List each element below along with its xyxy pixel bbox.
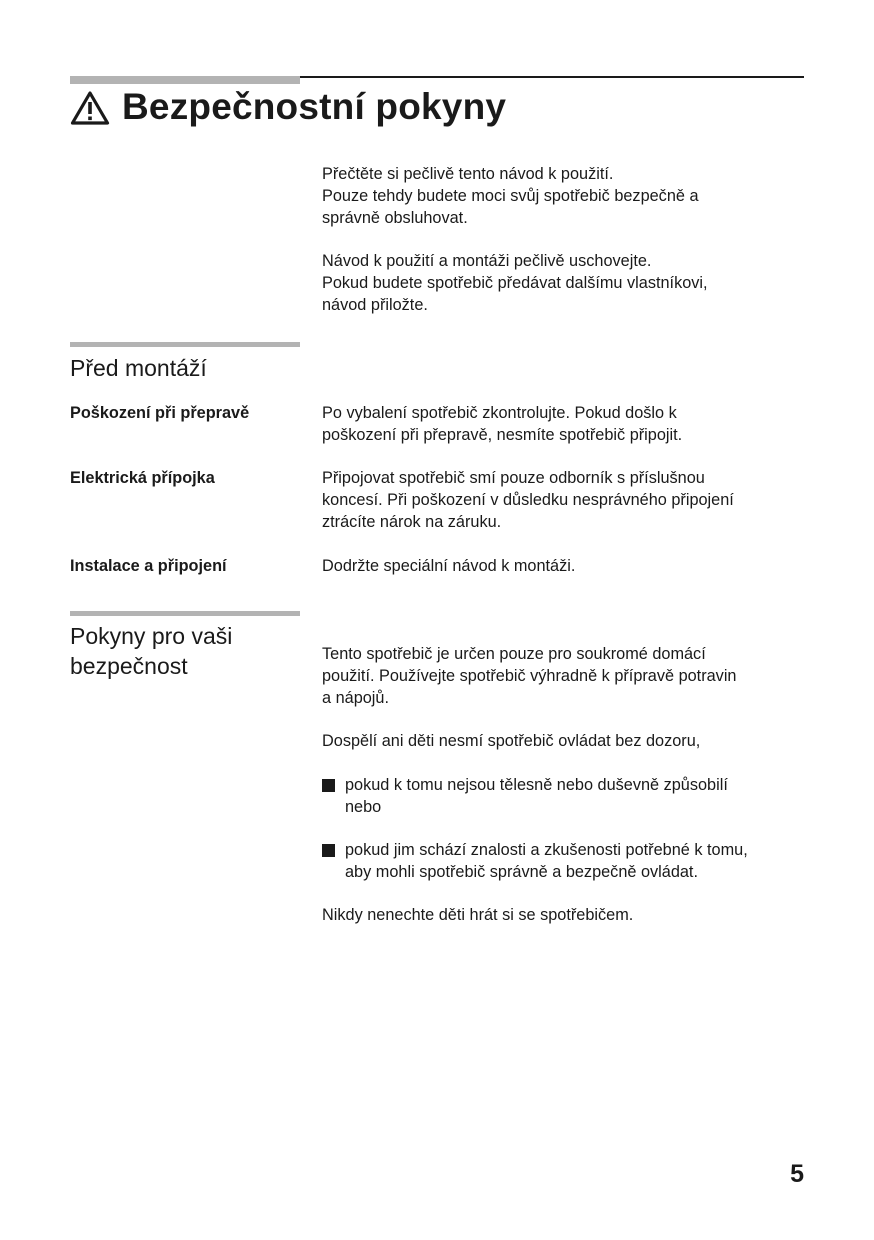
safety-paragraph-2: Dospělí ani děti nesmí spotřebič ovládat bez dozoru,	[322, 732, 701, 750]
header-rule-accent	[70, 76, 300, 84]
list-item-text: pokud k tomu nejsou tělesně nebo duševně způsobilí nebo	[345, 776, 728, 816]
item-label-installation: Instalace a připojení	[70, 557, 227, 575]
page-title	[70, 86, 506, 128]
bullet-square-icon	[322, 779, 335, 792]
intro-paragraph-2: Návod k použití a montáži pečlivě uschovejte. Pokud budete spotřebič předávat dalšímu vlastníkovi, návod přiložte.	[322, 252, 708, 314]
intro-paragraph-1: Přečtěte si pečlivě tento návod k použití. Pouze tehdy budete moci svůj spotřebič bezpečně a správně obsluhovat.	[322, 165, 699, 227]
item-label-transport-damage: Poškození při přepravě	[70, 404, 250, 422]
list-item-text: pokud jim schází znalosti a zkušenosti potřebné k tomu, aby mohli spotřebič správně a bezpečně ovládat.	[345, 841, 748, 881]
item-text-installation: Dodržte speciální návod k montáži.	[322, 557, 576, 575]
item-text-electrical: Připojovat spotřebič smí pouze odborník s příslušnou koncesí. Při poškození v důsledku nesprávného připojení ztrácíte nárok na záruku.	[322, 469, 734, 531]
safety-paragraph-3: Nikdy nenechte děti hrát si se spotřebičem.	[322, 906, 634, 924]
list-item	[322, 840, 748, 884]
section-divider	[70, 342, 300, 347]
section-heading-before-install: Před montáží	[70, 355, 207, 381]
item-label-electrical: Elektrická přípojka	[70, 469, 215, 487]
section-heading-safety: Pokyny pro vaši bezpečnost	[70, 623, 233, 679]
item-text-transport-damage: Po vybalení spotřebič zkontrolujte. Pokud došlo k poškození při přepravě, nesmíte spotřebič připojit.	[322, 404, 683, 444]
warning-triangle-icon	[70, 90, 110, 126]
page-title-text: Bezpečnostní pokyny	[122, 86, 507, 127]
safety-paragraph-1: Tento spotřebič je určen pouze pro soukromé domácí použití. Používejte spotřebič výhradně k přípravě potravin a nápojů.	[322, 645, 737, 707]
page-number: 5	[790, 1160, 804, 1188]
section-divider	[70, 611, 300, 616]
list-item	[322, 775, 728, 819]
bullet-square-icon	[322, 844, 335, 857]
